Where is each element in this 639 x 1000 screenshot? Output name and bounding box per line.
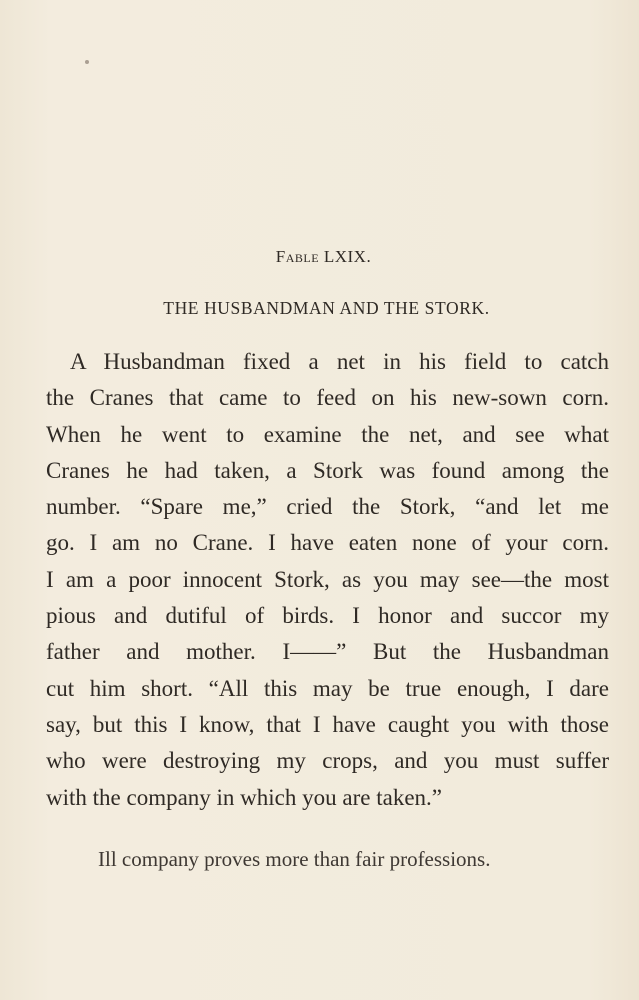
body-line: go. I am no Crane. I have eaten none of your corn. xyxy=(46,530,609,556)
fable-label: Fable xyxy=(275,247,320,266)
fable-numeral: LXIX. xyxy=(323,247,372,266)
body-line: number. “Spare me,” cried the Stork, “and let me xyxy=(46,494,609,520)
body-line: the Cranes that came to feed on his new-sown corn. xyxy=(46,385,609,411)
body-line: A Husbandman fixed a net in his field to catch xyxy=(70,349,609,374)
body-line: father and mother. I——” But the Husbandman xyxy=(46,639,609,665)
fable-body xyxy=(46,344,609,816)
body-line: who were destroying my crops, and you must suffer xyxy=(46,748,609,774)
body-line: Cranes he had taken, a Stork was found among the xyxy=(46,457,609,483)
body-line: say, but this I know, that I have caught you with those xyxy=(46,711,609,737)
body-line: with the company in which you are taken.” xyxy=(46,784,442,810)
body-line: I am a poor innocent Stork, as you may see—the most xyxy=(46,566,609,592)
body-line: When he went to examine the net, and see what xyxy=(46,421,609,447)
body-line: cut him short. “All this may be true enough, I dare xyxy=(46,675,609,701)
fable-number-heading xyxy=(0,247,639,267)
fable-title: THE HUSBANDMAN AND THE STORK. xyxy=(163,298,490,318)
page-speck xyxy=(85,60,89,64)
fable-moral: Ill company proves more than fair professions. xyxy=(98,847,491,871)
body-line: pious and dutiful of birds. I honor and succor my xyxy=(46,603,609,629)
